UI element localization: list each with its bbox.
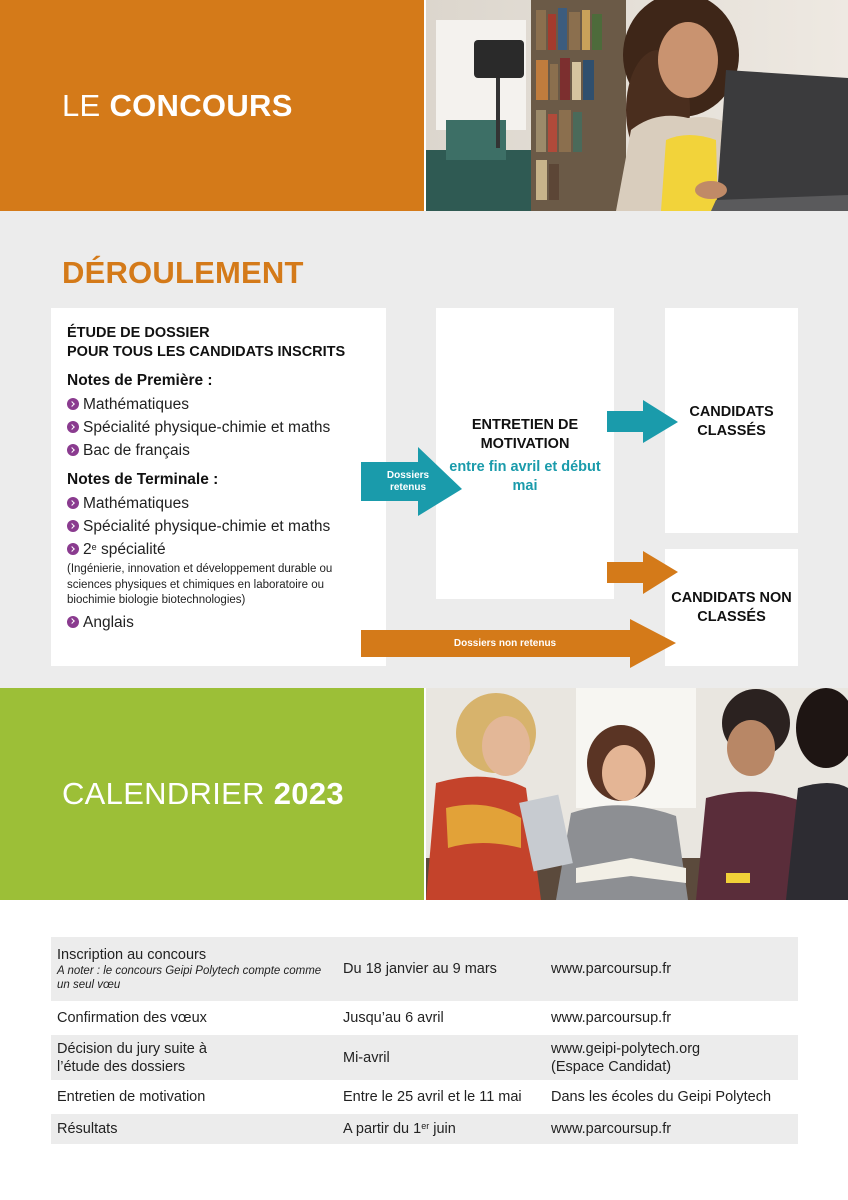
calendrier-title: CALENDRIER 2023 xyxy=(62,776,344,811)
arrow-non-classes-icon xyxy=(607,551,678,594)
candidats-non-classes-label: CANDIDATS NON CLASSÉS xyxy=(671,590,792,625)
calendar-table xyxy=(51,937,798,1144)
table-cell-date: Du 18 janvier au 9 mars xyxy=(343,961,497,977)
list-item-label: Anglais xyxy=(83,613,134,631)
list-item-label: Mathématiques xyxy=(83,396,189,413)
table-cell-link[interactable]: www.geipi-polytech.org (Espace Candidat) xyxy=(551,1040,701,1075)
spec2-label: spécialité xyxy=(96,541,166,558)
table-cell-link: Dans les écoles du Geipi Polytech xyxy=(551,1089,772,1105)
entretien-dates: entre fin avril et début mai xyxy=(449,459,601,494)
terminale-heading: Notes de Terminale : xyxy=(67,471,219,488)
table-row xyxy=(51,1080,798,1114)
students-studying-photo xyxy=(426,688,848,900)
list-item-label: Mathématiques xyxy=(83,495,189,512)
calendrier-color-block xyxy=(0,688,424,900)
table-cell-link[interactable]: www.parcoursup.fr xyxy=(551,961,672,977)
arrow-classes-icon xyxy=(607,400,678,443)
spec2-superscript: e xyxy=(91,542,97,552)
table-row xyxy=(51,1035,798,1080)
table-cell-date xyxy=(337,1121,545,1137)
table-cell-date: Jusqu’au 6 avril xyxy=(343,1010,444,1026)
table-cell-step: Confirmation des vœux xyxy=(57,1010,207,1026)
spec2-note: (Ingénierie, innovation et développement durable ou sciences physiques et chimiques en laboratoire ou biochimie biologie biotechnologies) xyxy=(67,563,333,606)
arrow-retenus-label: Dossiers retenus xyxy=(386,470,430,493)
step-label: Inscription au concours xyxy=(57,947,207,963)
calendrier-band xyxy=(0,688,848,900)
table-cell-date: Mi-avril xyxy=(343,1049,390,1066)
date-superscript: er xyxy=(421,1121,430,1131)
table-cell-link[interactable]: www.parcoursup.fr xyxy=(551,1010,672,1026)
table-row xyxy=(51,1114,798,1144)
table-cell-step xyxy=(51,946,337,992)
table-cell-step: Résultats xyxy=(57,1121,118,1137)
table-cell-step: Décision du jury suite à l’étude des dossiers xyxy=(57,1040,207,1075)
premiere-heading: Notes de Première : xyxy=(67,372,213,389)
date-text-end: juin xyxy=(429,1121,456,1137)
list-item-label: Spécialité physique-chimie et maths xyxy=(83,518,331,535)
page-title: LE CONCOURS xyxy=(62,88,293,123)
entretien-title: ENTRETIEN DE MOTIVATION xyxy=(471,417,579,452)
table-cell-link[interactable]: www.parcoursup.fr xyxy=(551,1121,672,1137)
table-cell-date: Entre le 25 avril et le 11 mai xyxy=(343,1089,522,1105)
deroulement-heading: DÉROULEMENT xyxy=(62,255,304,290)
date-text: A partir du 1 xyxy=(343,1121,422,1137)
candidats-classes-label: CANDIDATS CLASSÉS xyxy=(689,404,774,439)
list-item-label: Bac de français xyxy=(83,442,190,459)
spec2-number: 2 xyxy=(83,541,92,558)
dossier-title-line1: ÉTUDE DE DOSSIER xyxy=(67,325,210,341)
table-cell-step: Entretien de motivation xyxy=(57,1089,206,1105)
arrow-non-retenus-label: Dossiers non retenus xyxy=(453,638,557,649)
table-row xyxy=(51,1001,798,1035)
list-item-label: Spécialité physique-chimie et maths xyxy=(83,419,331,436)
table-row xyxy=(51,937,798,1001)
dossier-title-line2: POUR TOUS LES CANDIDATS INSCRITS xyxy=(67,344,346,360)
step-note: A noter : le concours Geipi Polytech compte comme un seul vœu xyxy=(57,965,322,991)
